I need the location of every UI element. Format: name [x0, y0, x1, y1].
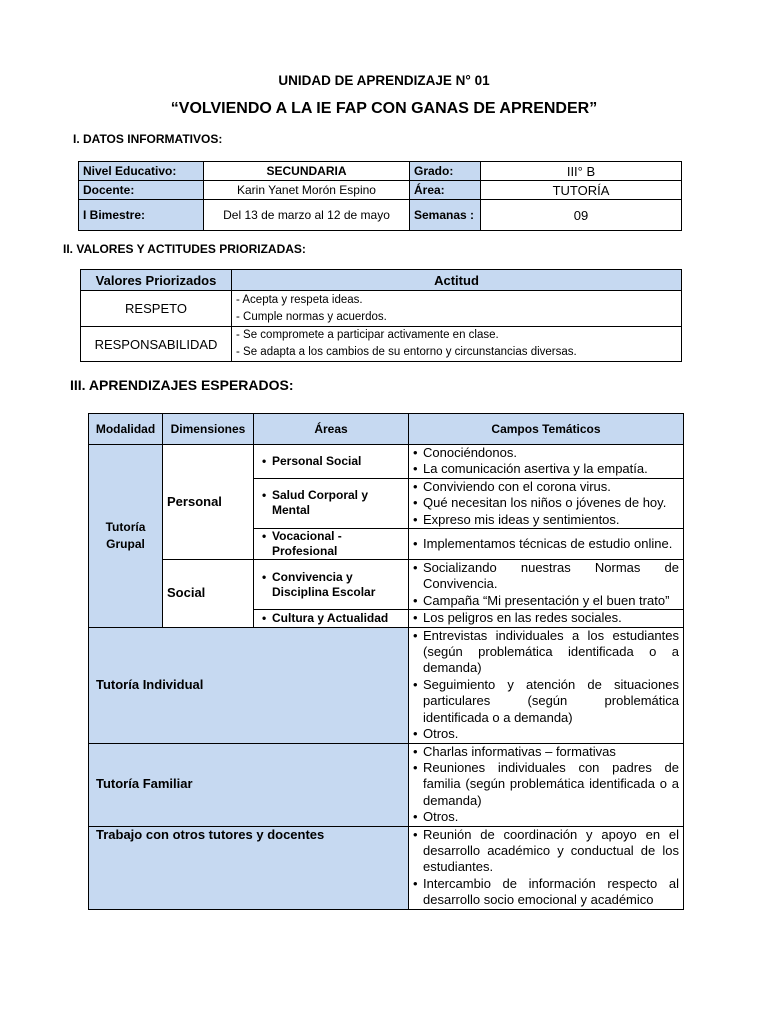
modalidad-header: Modalidad [89, 414, 163, 445]
actitud-header: Actitud [232, 270, 682, 291]
campo-item: • La comunicación asertiva y la empatía. [413, 461, 679, 477]
docente-label: Docente: [79, 181, 204, 200]
nivel-value: SECUNDARIA [204, 162, 410, 181]
area-cell [254, 445, 409, 479]
areas-header: Áreas [254, 414, 409, 445]
dimension-personal: Personal [163, 445, 254, 560]
campos-cell [409, 743, 684, 826]
campo-item: • Charlas informativas – formativas [413, 744, 679, 760]
semanas-label: Semanas : [410, 200, 481, 231]
otros-tutores-cell: Trabajo con otros tutores y docentes [89, 826, 409, 909]
campos-cell [409, 826, 684, 909]
grado-label: Grado: [410, 162, 481, 181]
dimension-social: Social [163, 560, 254, 628]
campo-item: • Socializando nuestras Normas de Convivencia. [413, 560, 679, 593]
campos-cell [409, 529, 684, 560]
area-cell [254, 560, 409, 610]
unit-title: UNIDAD DE APRENDIZAJE N° 01 [278, 73, 490, 88]
actitud-item: - Acepta y respeta ideas. [236, 292, 677, 309]
tutoria-familiar-cell: Tutoría Familiar [89, 743, 409, 826]
campo-item: • Los peligros en las redes sociales. [413, 610, 679, 626]
actitud-item: - Se compromete a participar activamente en clase. [236, 327, 677, 344]
actitud-cell [232, 291, 682, 327]
valor-cell: RESPETO [81, 291, 232, 327]
semanas-value: 09 [481, 200, 682, 231]
section3-heading: III. APRENDIZAJES ESPERADOS: [70, 377, 294, 393]
grado-value: III° B [481, 162, 682, 181]
section1-heading: I. DATOS INFORMATIVOS: [73, 132, 223, 146]
campo-item: • Conviviendo con el corona virus. [413, 479, 679, 495]
unit-subtitle: “VOLVIENDO A LA IE FAP CON GANAS DE APRENDER” [170, 100, 598, 117]
tutoria-grupal-cell: Tutoría Grupal [89, 445, 163, 628]
campos-header: Campos Temáticos [409, 414, 684, 445]
area-cell [254, 610, 409, 627]
valores-header: Valores Priorizados [81, 270, 232, 291]
area-label: • Vocacional - Profesional [258, 529, 404, 559]
area-label: • Convivencia y Disciplina Escolar [258, 570, 404, 600]
campo-item: • Otros. [413, 726, 679, 742]
campo-item: • Reunión de coordinación y apoyo en el desarrollo académico y conductual de los estudiantes. [413, 827, 679, 876]
bimestre-label: I Bimestre: [79, 200, 204, 231]
datos-table [78, 161, 682, 231]
campo-item: • Otros. [413, 809, 679, 825]
campo-item: • Entrevistas individuales a los estudiantes (según problemática identificada o a demanda) [413, 628, 679, 677]
actitud-item: - Cumple normas y acuerdos. [236, 309, 677, 326]
tutoria-individual-cell: Tutoría Individual [89, 627, 409, 743]
bimestre-value: Del 13 de marzo al 12 de mayo [204, 200, 410, 231]
area-label: • Personal Social [258, 454, 404, 469]
area-label: Área: [410, 181, 481, 200]
dimensiones-header: Dimensiones [163, 414, 254, 445]
area-cell [254, 529, 409, 560]
campo-item: • Intercambio de información respecto al desarrollo socio emocional y académico [413, 876, 679, 909]
campo-item: • Implementamos técnicas de estudio online. [413, 536, 679, 552]
campo-item: • Seguimiento y atención de situaciones particulares (según problemática identificada o a demanda) [413, 677, 679, 726]
campo-item: • Reuniones individuales con padres de familia (según problemática identificada o a demanda) [413, 760, 679, 809]
campos-cell [409, 445, 684, 479]
campo-item: • Campaña “Mi presentación y el buen trato” [413, 593, 679, 609]
campos-cell [409, 478, 684, 528]
aprendizajes-table [88, 413, 684, 910]
docente-value: Karin Yanet Morón Espino [204, 181, 410, 200]
valores-table [80, 269, 682, 362]
actitud-item: - Se adapta a los cambios de su entorno y circunstancias diversas. [236, 344, 677, 361]
nivel-label: Nivel Educativo: [79, 162, 204, 181]
area-cell [254, 478, 409, 528]
campos-cell [409, 560, 684, 610]
area-label: • Salud Corporal y Mental [258, 488, 404, 518]
campo-item: • Expreso mis ideas y sentimientos. [413, 512, 679, 528]
area-label: • Cultura y Actualidad [258, 611, 404, 626]
section2-heading: II. VALORES Y ACTITUDES PRIORIZADAS: [63, 242, 306, 256]
campos-cell [409, 610, 684, 627]
campo-item: • Conociéndonos. [413, 445, 679, 461]
campo-item: • Qué necesitan los niños o jóvenes de hoy. [413, 495, 679, 511]
campos-cell [409, 627, 684, 743]
actitud-cell [232, 327, 682, 362]
area-value: TUTORÍA [481, 181, 682, 200]
valor-cell: RESPONSABILIDAD [81, 327, 232, 362]
